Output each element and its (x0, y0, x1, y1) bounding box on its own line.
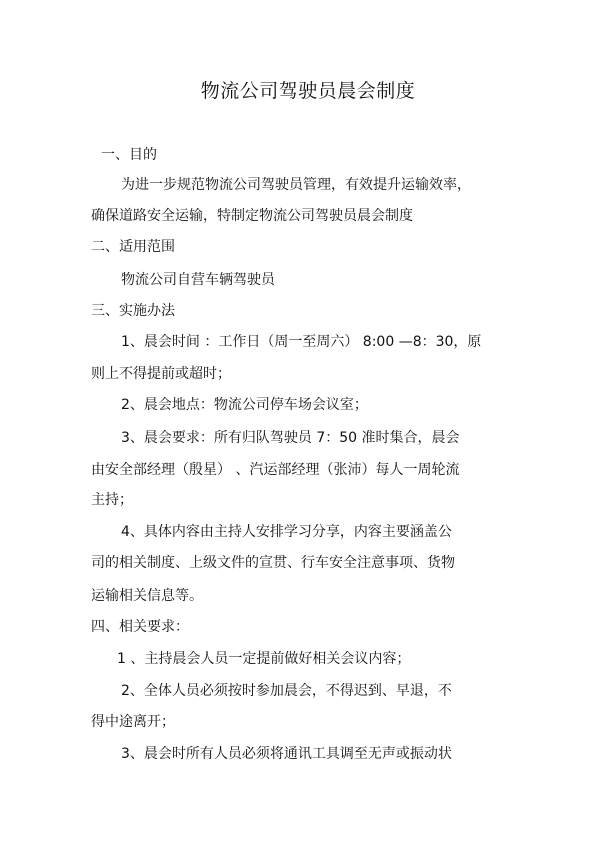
purpose-paragraph-line-2: 确保道路安全运输，特制定物流公司驾驶员晨会制度 (91, 208, 413, 224)
section-heading-scope: 二、适用范围 (91, 239, 175, 255)
method-item-4-line-3: 运输相关信息等。 (91, 588, 203, 604)
section-heading-method: 三、实施办法 (91, 303, 175, 319)
requirement-item-1: 1 、主持晨会人员一定提前做好相关会议内容； (117, 651, 411, 667)
section-heading-purpose: 一、目的 (101, 147, 157, 163)
method-item-2: 2、晨会地点：物流公司停车场会议室； (121, 397, 368, 413)
method-item-3-line-1: 3、晨会要求：所有归队驾驶员 7：50 准时集合，晨会 (121, 430, 460, 446)
method-item-3-line-3: 主持； (91, 492, 133, 508)
requirement-item-2-line-1: 2、全体人员必须按时参加晨会，不得迟到、早退，不 (121, 683, 452, 699)
section-heading-requirements: 四、相关要求： (91, 619, 189, 635)
method-item-1-line-1: 1、晨会时间 ：工作日（周一至周六） 8:00 —8：30，原 (121, 334, 482, 350)
method-item-3-line-2: 由安全部经理（殷星） 、汽运部经理（张沛）每人一周轮流 (91, 462, 460, 478)
document-title: 物流公司驾驶员晨会制度 (200, 80, 416, 102)
method-item-4-line-2: 司的相关制度、上级文件的宣贯、行车安全注意事项、货物 (91, 555, 455, 571)
method-item-1-line-2: 则上不得提前或超时； (91, 366, 231, 382)
purpose-paragraph-line-1: 为进一步规范物流公司驾驶员管理，有效提升运输效率， (121, 177, 471, 193)
requirement-item-2-line-2: 得中途离开； (91, 714, 175, 730)
method-item-4-line-1: 4、具体内容由主持人安排学习分享，内容主要涵盖公 (121, 524, 452, 540)
scope-paragraph: 物流公司自营车辆驾驶员 (121, 272, 275, 288)
requirement-item-3-line-1: 3、晨会时所有人员必须将通讯工具调至无声或振动状 (121, 746, 452, 762)
